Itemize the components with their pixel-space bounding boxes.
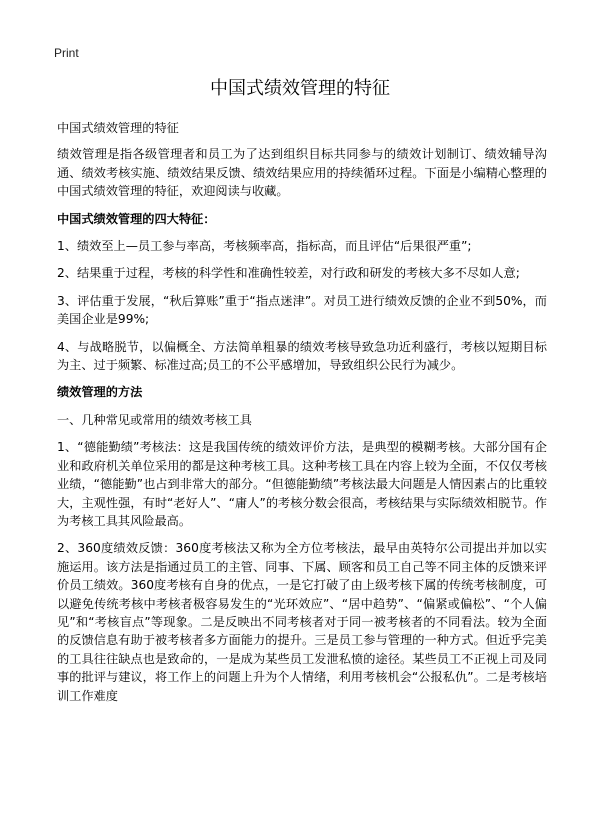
feature-item: 3、评估重于发展，“秋后算账”重于“指点迷津”。对员工进行绩效反馈的企业不到50%，而美国企业是99%; [57, 293, 547, 327]
spacer [57, 530, 547, 539]
intro-paragraph: 绩效管理是指各级管理者和员工为了达到组织目标共同参与的绩效计划制订、绩效辅导沟通、绩效考核实施、绩效结果反馈、绩效结果应用的持续循环过程。下面是小编精心整理的中国式绩效管理的特征，欢迎阅读与收藏。 [57, 147, 547, 199]
spacer [57, 429, 547, 438]
feature-item: 2、结果重于过程，考核的科学性和准确性较差，对行政和研发的考核大多不尽如人意; [57, 266, 520, 281]
print-link[interactable]: Print [54, 46, 79, 60]
method-item: 2、360度绩效反馈：360度考核法又称为全方位考核法，最早由英特尔公司提出并加以实施运用。该方法是指通过员工的主管、同事、下属、顾客和员工自己等不同主体的反馈来评价员工绩效。360度考核有自身的优点，一是它打破了由上级考核下属的传统考核制度，可以避免传统考核中考核者极容易发生的“光环效应”、“居中趋势”、“偏紧或偏松”、“个人偏见”和“考核盲点”等现象。二是反映出不同考核者对于同一被考核者的不同看法。较为全面的反馈信息有助于被考核者多方面能力的提升。三是员工参与管理的一种方式。但近乎完美的工具往往缺点也是致命的，一是成为某些员工发泄私愤的途径。某些员工不正视上司及同事的批评与建议，将工作上的问题上升为个人情绪，利用考核机会“公报私仇”。二是考核培训工作难度 [57, 541, 547, 703]
section-heading-features: 中国式绩效管理的四大特征： [57, 211, 216, 226]
feature-item: 1、绩效至上—员工参与率高，考核频率高，指标高，而且评估“后果很严重”; [57, 239, 472, 254]
document-body [57, 119, 547, 705]
section-heading-methods: 绩效管理的方法 [57, 385, 143, 400]
section-subheading-tools: 一、几种常见或常用的绩效考核工具 [57, 412, 252, 427]
method-item: 1、“德能勤绩”考核法：这是我国传统的绩效评价方法，是典型的模糊考核。大部分国有企业和政府机关单位采用的都是这种考核工具。这种考核工具在内容上较为全面，不仅仅考核业绩，“德能勤”也占到非常大的部分。“但德能勤绩”考核法最大问题是人情因素占的比重较大，主观性强，有时“老好人”、“庸人”的考核分数会很高，考核结果与实际绩效相脱节。作为考核工具其风险最高。 [57, 440, 547, 528]
document-title: 中国式绩效管理的特征 [210, 78, 390, 99]
spacer [57, 374, 547, 383]
spacer [57, 283, 547, 292]
spacer [57, 329, 547, 338]
spacer [57, 137, 547, 145]
spacer [57, 201, 547, 210]
document-subtitle: 中国式绩效管理的特征 [57, 121, 179, 135]
spacer [57, 402, 547, 411]
feature-item: 4、与战略脱节，以偏概全、方法简单粗暴的绩效考核导致急功近利盛行，考核以短期目标为主、过于频繁、标准过高;员工的不公平感增加，导致组织公民行为减少。 [57, 339, 547, 373]
spacer [57, 255, 547, 264]
spacer [57, 228, 547, 237]
